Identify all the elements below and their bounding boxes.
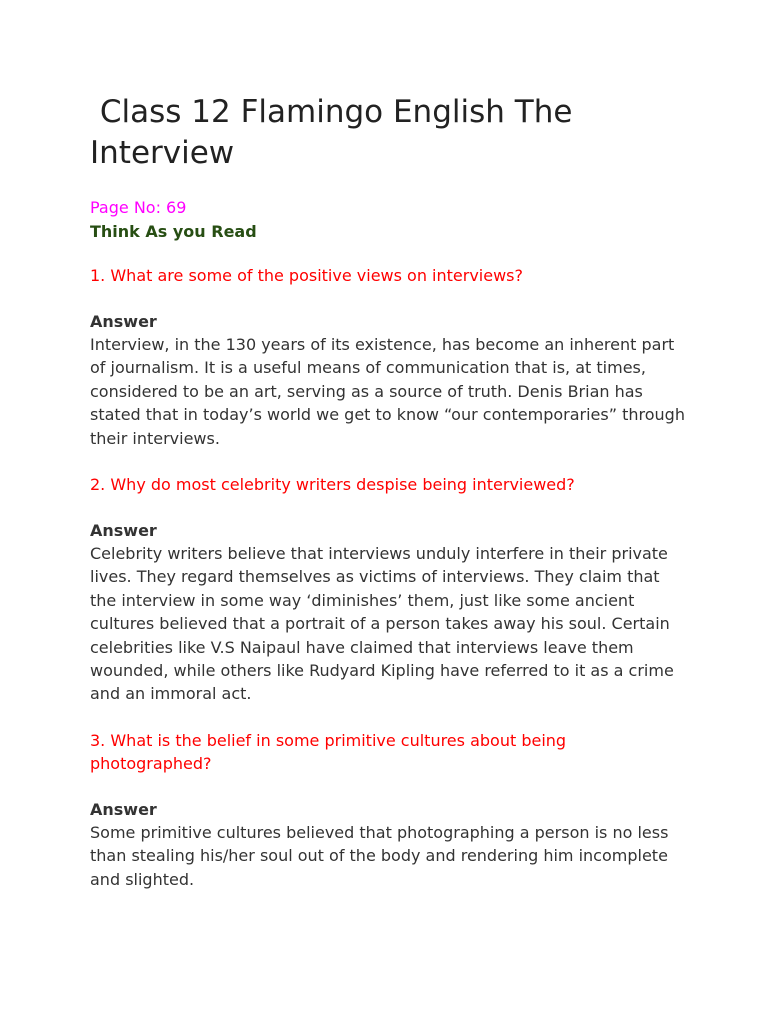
section-heading: Think As you Read — [90, 222, 257, 241]
qa-item-1 — [90, 264, 690, 450]
answer-text: Some primitive cultures believed that photographing a person is no less than stealing his/her soul out of the body and rendering him incomplete and slighted. — [90, 822, 669, 889]
answer-label: Answer — [90, 312, 157, 331]
question-text: 1. What are some of the positive views on interviews? — [90, 266, 524, 285]
answer-label: Answer — [90, 799, 157, 819]
answer-text: Interview, in the 130 years of its existence, has become an inherent part of journalism. It is a useful means of communication that is, at times, considered to be an art, serving as a source of truth. Denis Brian has stated that in today’s world we get to know “our contemporaries” through their interviews. — [90, 335, 685, 448]
answer-label: Answer — [90, 521, 157, 541]
answer-text: Celebrity writers believe that interviews unduly interfere in their private lives. They regard themselves as victims of interviews. They claim that the interview in some way ‘diminishes’ them, just like some ancient cultures believed that a portrait of a person takes away his soul. Certain celebrities like V.S Naipaul have claimed that interviews leave them wounded, while others like Rudyard Kipling have referred to it as a crime and an immoral act. — [90, 544, 674, 704]
question-text: 3. What is the belief in some primitive cultures about being photographed? — [90, 730, 567, 773]
page-number: Page No: 69 — [90, 198, 187, 217]
question-text: 2. Why do most celebrity writers despise being interviewed? — [90, 475, 575, 495]
page-title: Class 12 Flamingo English The Interview — [90, 94, 583, 171]
qa-item-3 — [90, 729, 690, 891]
document-page — [90, 92, 690, 914]
qa-item-2 — [90, 473, 690, 706]
